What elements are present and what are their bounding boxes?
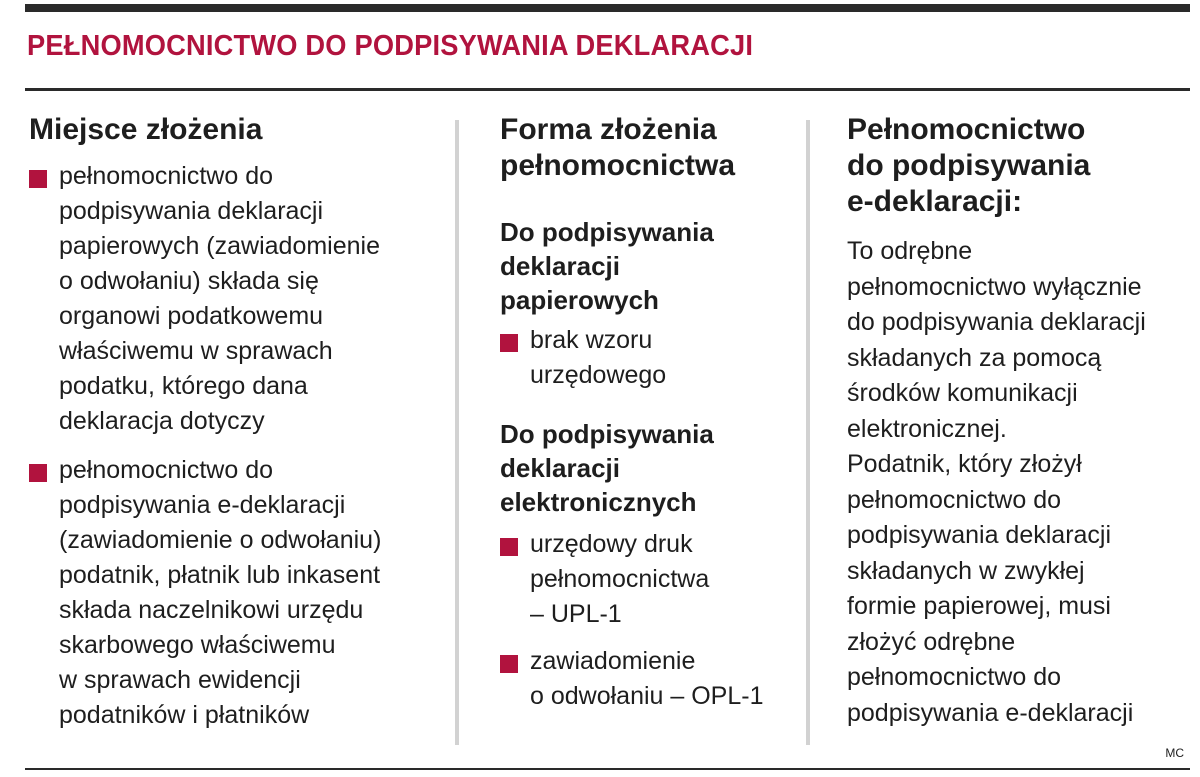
bullet-square-icon [29,170,47,188]
list-item: urzędowy druk pełnomocnictwa – UPL-1 [500,527,795,632]
list-item: brak wzoru urzędowego [500,323,795,393]
column-e-deklaracje [847,112,1187,731]
column-heading: Miejsce złożenia [29,113,263,146]
bullet-square-icon [500,538,518,556]
column-divider [455,120,459,745]
top-rule [25,4,1190,12]
bullet-square-icon [29,464,47,482]
page-title: PEŁNOMOCNICTWO DO PODPISYWANIA DEKLARACJI [27,30,754,62]
source-credit: MC [1165,746,1184,760]
list-item: pełnomocnictwo do podpisywania deklaracji papierowych (zawiadomienie o odwołaniu) składa się organowi podatkowemu właściwemu w sprawach podatku, którego dana deklaracja dotyczy [29,159,444,439]
column-forma [500,112,795,714]
column-heading: Forma złożenia pełnomocnictwa [500,113,736,182]
title-rule [25,88,1190,91]
bullet-square-icon [500,655,518,673]
bullet-square-icon [500,334,518,352]
bottom-rule [25,768,1190,770]
column-divider [806,120,810,745]
section-heading: Do podpisywania deklaracji elektronicznych [500,419,714,517]
section-heading: Do podpisywania deklaracji papierowych [500,217,714,315]
column-miejsce [29,112,444,733]
column-heading: Pełnomocnictwo do podpisywania e-deklaracji: [847,113,1091,218]
list-item: zawiadomienie o odwołaniu – OPL-1 [500,644,795,714]
list-item: pełnomocnictwo do podpisywania e-deklaracji (zawiadomienie o odwołaniu) podatnik, płatnik lub inkasent składa naczelnikowi urzędu skarbowego właściwemu w sprawach ewidencji podatników i płatników [29,453,444,733]
body-paragraph: To odrębne pełnomocnictwo wyłącznie do podpisywania deklaracji składanych za pomocą środków komunikacji elektronicznej. Podatnik, który złożył pełnomocnictwo do podpisywania deklaracji składanych w zwykłej formie papierowej, musi złożyć odrębne pełnomocnictwo do podpisywania e-deklaracji [847,237,1146,727]
